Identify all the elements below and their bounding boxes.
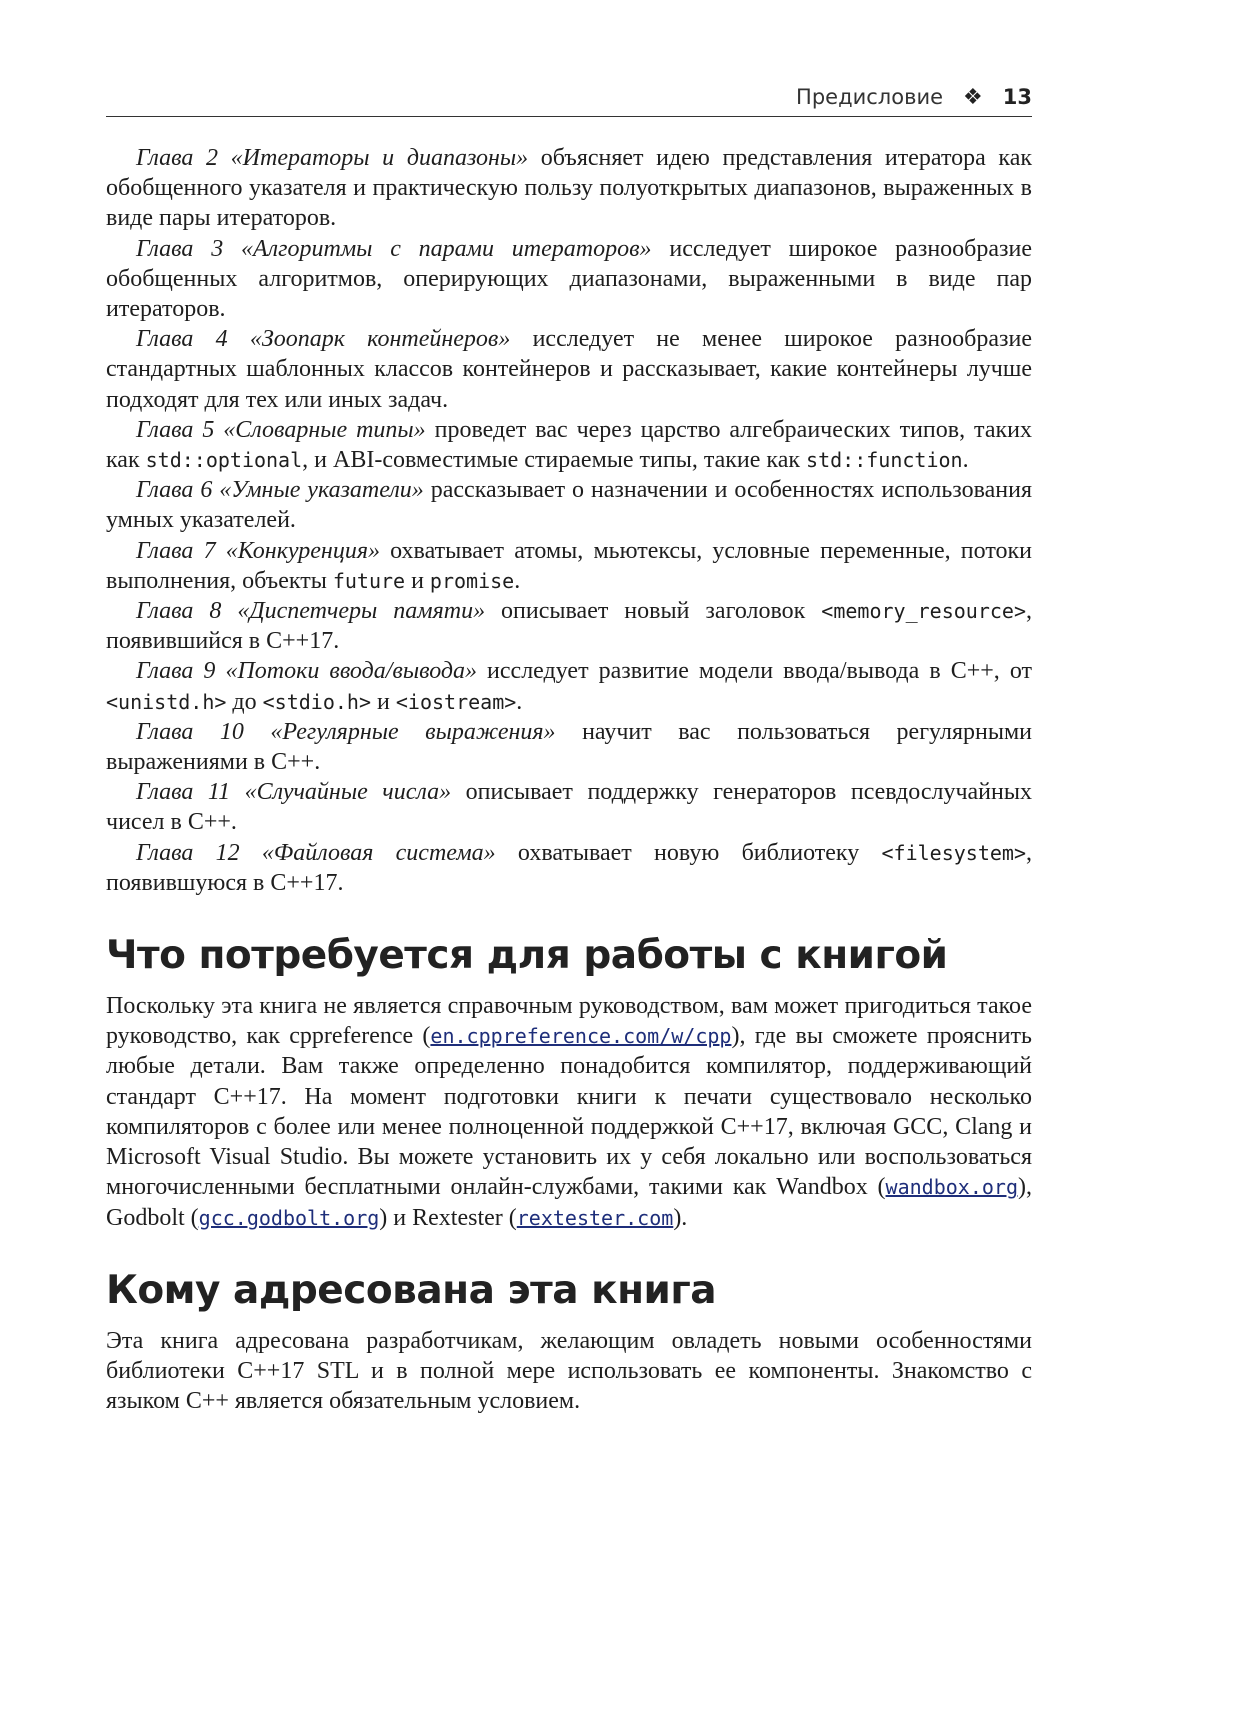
chapter-7-paragraph: Глава 7 «Конкуренция» охватывает атомы, мьютексы, условные переменные, потоки выполнения, объекты future и promise. (106, 537, 1032, 594)
code-inline: <filesystem> (881, 840, 1026, 865)
chapter-4-paragraph: Глава 4 «Зоопарк контейнеров» исследует не менее широкое разнообразие стандартных шаблонных классов контейнеров и рассказывает, какие контейнеры лучше подходят для тех или иных задач. (106, 326, 1032, 413)
chapter-title: Глава 2 «Итераторы и диапазоны» (136, 145, 529, 171)
chapter-title: Глава 6 «Умные указатели» (136, 477, 424, 504)
chapter-12-paragraph: Глава 12 «Файловая система» охватывает новую библиотеку <filesystem>, появившуюся в C++17. (106, 839, 1032, 896)
link-wandbox[interactable]: wandbox.org (885, 1175, 1018, 1200)
ornament-icon: ❖ (963, 84, 983, 110)
chapter-2-paragraph: Глава 2 «Итераторы и диапазоны» объясняет идею представления итератора как обобщенного указателя и практическую пользу полуоткрытых диапазонов, выраженных в виде пары итераторов. (106, 145, 1033, 232)
link-godbolt[interactable]: gcc.godbolt.org (198, 1205, 380, 1230)
code-inline: future (332, 568, 406, 593)
page-body (106, 143, 1032, 1416)
code-inline: promise (429, 568, 515, 593)
chapter-3-paragraph: Глава 3 «Алгоритмы с парами итераторов» исследует широкое разнообразие обобщенных алгоритмов, оперирующих диапазонами, выраженными в виде пар итераторов. (106, 235, 1033, 323)
chapter-title: Глава 5 «Словарные типы» (136, 416, 426, 443)
section-heading-audience: Кому адресована эта книга (106, 1267, 717, 1313)
chapter-title: Глава 10 «Регулярные выражения» (136, 718, 556, 745)
chapter-title: Глава 12 «Файловая система» (136, 839, 496, 866)
link-rextester[interactable]: rextester.com (516, 1205, 674, 1230)
chapter-title: Глава 4 «Зоопарк контейнеров» (136, 326, 511, 353)
section-heading-requirements: Что потребуется для работы с книгой (106, 933, 948, 979)
code-inline: std::function (806, 448, 963, 473)
audience-paragraph: Эта книга адресована разработчикам, желающим овладеть новыми особенностями библиотеки C++17 STL и в полной мере использовать ее компоненты. Знакомство с языком C++ является обязательным условием. (106, 1327, 1032, 1415)
requirements-paragraph: Поскольку эта книга не является справочным руководством, вам может пригодиться такое руководство, как cppreference (en.cppreference.com/w/cpp), где вы сможете прояснить любые детали. Вам также определенно понадобится компилятор, поддерживающий стандарт C++17. На момент подготовки книги к печати существовало несколько компиляторов с более или менее полноценной поддержкой C++17, включая GCC, Clang и Microsoft Visual Studio. Вы можете установить их у себя локально или воспользоваться многочисленными бесплатными онлайн-службами, такими как Wandbox (wandbox.org), Godbolt (gcc.godbolt.org) и Rextester (rextester.com). (106, 993, 1032, 1231)
running-header (106, 78, 1032, 117)
chapter-title: Глава 7 «Конкуренция» (136, 537, 380, 564)
code-inline: <stdio.h> (262, 689, 372, 714)
chapter-5-paragraph: Глава 5 «Словарные типы» проведет вас через царство алгебраических типов, таких как std::optional, и ABI-совместимые стираемые типы, такие как std::function. (106, 416, 1032, 474)
chapter-title: Глава 3 «Алгоритмы с парами итераторов» (136, 235, 652, 262)
chapter-title: Глава 9 «Потоки ввода/вывода» (136, 658, 478, 685)
chapter-9-paragraph: Глава 9 «Потоки ввода/вывода» исследует развитие модели ввода/вывода в C++, от <unistd.h> до <stdio.h> и <iostream>. (106, 658, 1032, 715)
link-cppreference[interactable]: en.cppreference.com/w/cpp (430, 1024, 732, 1049)
chapter-6-paragraph: Глава 6 «Умные указатели» рассказывает о назначении и особенностях использования умных указателей. (106, 477, 1032, 534)
chapter-title: Глава 11 «Случайные числа» (136, 779, 452, 806)
code-inline: <iostream> (395, 689, 517, 714)
chapter-title: Глава 8 «Диспетчеры памяти» (136, 598, 486, 625)
chapter-8-paragraph: Глава 8 «Диспетчеры памяти» описывает новый заголовок <memory_resource>, появившийся в C++17. (106, 598, 1032, 655)
code-inline: <unistd.h> (106, 689, 227, 714)
code-inline: <memory_resource> (821, 599, 1026, 624)
code-inline: std::optional (145, 448, 303, 473)
chapter-10-paragraph: Глава 10 «Регулярные выражения» научит вас пользоваться регулярными выражениями в C++. (106, 718, 1033, 776)
chapter-11-paragraph: Глава 11 «Случайные числа» описывает поддержку генераторов псевдослучайных чисел в C++. (106, 779, 1032, 836)
page-number: 13 (1002, 85, 1032, 109)
running-header-section: Предисловие (796, 85, 944, 109)
